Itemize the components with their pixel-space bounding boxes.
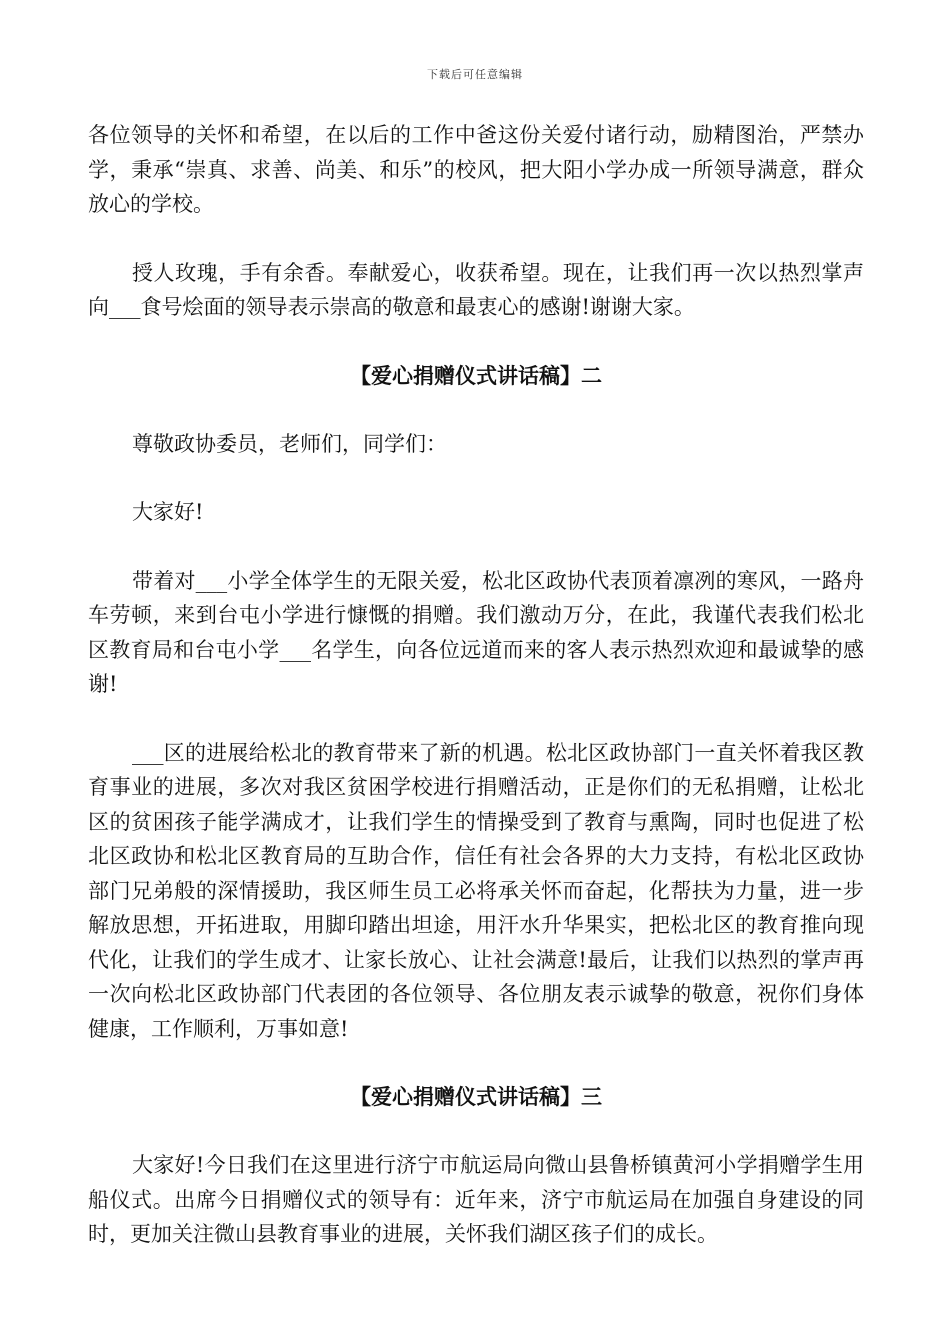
paragraph-closing-thanks: 授人玫瑰，手有余香。奉献爱心，收获希望。现在，让我们再一次以热烈掌声向___食号烩面的领导表示崇高的敬意和最衷心的感谢!谢谢大家。 bbox=[88, 260, 864, 319]
paragraph-gap bbox=[88, 530, 864, 564]
paragraph-gap bbox=[88, 1046, 864, 1080]
download-note: 下载后可任意编辑 bbox=[427, 68, 523, 81]
paragraph-gap bbox=[88, 702, 864, 736]
paragraph-gap bbox=[88, 325, 864, 359]
paragraph-ceremony-intro: 大家好!今日我们在这里进行济宁市航运局向微山县鲁桥镇黄河小学捐赠学生用船仪式。出席今日捐赠仪式的领导有：近年来，济宁市航运局在加强自身建设的同时，更加关注微山县教育事业的进展，关怀我们湖区孩子们的成长。 bbox=[88, 1153, 864, 1246]
paragraph-gap bbox=[88, 1114, 864, 1148]
salutation: 尊敬政协委员，老师们，同学们： bbox=[132, 431, 447, 456]
paragraph-gap bbox=[88, 461, 864, 495]
paragraph-development: ___区的进展给松北的教育带来了新的机遇。松北区政协部门一直关怀着我区教育事业的进展，多次对我区贫困学校进行捐赠活动，正是你们的无私捐赠，让松北区的贫困孩子能学满成才，让我们学生的情操受到了教育与熏陶，同时也促进了松北区政协和松北区教育局的互助合作，信任有社会各界的大力支持，有松北区政协部门兄弟般的深情援助，我区师生员工必将承关怀而奋起，化帮扶为力量，进一步解放思想，开拓进取，用脚印踏出坦途，用汗水升华果实，把松北区的教育推向现代化，让我们的学生成才、让家长放心、让社会满意!最后，让我们以热烈的掌声再一次向松北区政协部门代表团的各位领导、各位朋友表示诚挚的敬意，祝你们身体健康，工作顺利，万事如意! bbox=[88, 740, 864, 1041]
paragraph-gap bbox=[88, 222, 864, 256]
paragraph-continuation: 各位领导的关怀和希望，在以后的工作中爸这份关爱付诸行动，励精图治，严禁办学，秉承“崇真、求善、尚美、和乐”的校风，把大阳小学办成一所领导满意，群众放心的学校。 bbox=[88, 123, 864, 216]
paragraph-welcome: 带着对___小学全体学生的无限关爱，松北区政协代表顶着凛冽的寒风，一路舟车劳顿，来到台屯小学进行慷慨的捐赠。我们激动万分，在此，我谨代表我们松北区教育局和台屯小学___名学生，向各位远道而来的客人表示热烈欢迎和最诚挚的感谢! bbox=[88, 568, 864, 696]
document-body bbox=[88, 118, 864, 1252]
paragraph-gap bbox=[88, 393, 864, 427]
greeting: 大家好! bbox=[132, 500, 204, 524]
section-heading-three: 【爱心捐赠仪式讲话稿】三 bbox=[350, 1084, 602, 1109]
section-heading-two: 【爱心捐赠仪式讲话稿】二 bbox=[350, 362, 602, 388]
